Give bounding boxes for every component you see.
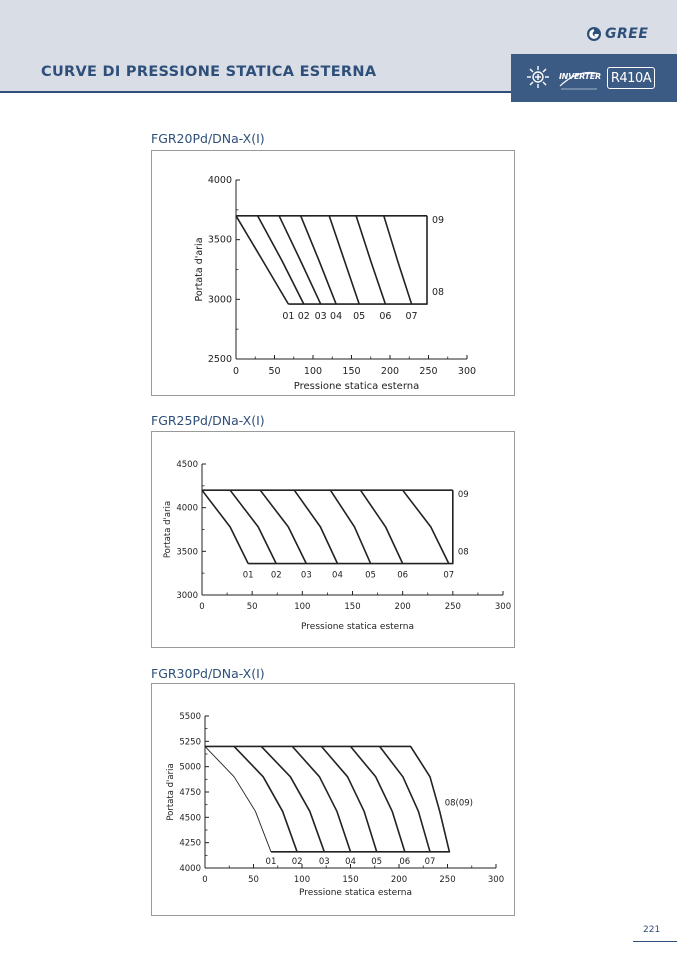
series-01-curve — [205, 746, 271, 851]
speed-label-02: 02 — [297, 311, 310, 323]
x-axis-title: Pressione statica esterna — [293, 381, 420, 392]
chart-2-frame — [151, 431, 515, 648]
limit-label-09: 09 — [431, 214, 445, 226]
y-tick-label: 4250 — [179, 838, 201, 849]
speed-label-06: 06 — [399, 856, 411, 867]
x-tick-label: 50 — [268, 366, 281, 377]
speed-label-02: 02 — [270, 570, 282, 581]
speed-label-04: 04 — [345, 856, 356, 867]
x-tick-label: 250 — [419, 366, 438, 377]
speed-label-06: 06 — [379, 311, 392, 323]
inverter-badge — [557, 66, 602, 92]
x-tick-label: 150 — [342, 875, 359, 885]
series-05-curve — [321, 746, 376, 851]
y-tick-label: 3500 — [207, 234, 232, 246]
series-01-curve — [236, 216, 288, 304]
page-title: CURVE DI PRESSIONE STATICA ESTERNA — [41, 64, 377, 80]
series-06-curve — [361, 490, 403, 563]
speed-label-03: 03 — [300, 570, 312, 581]
speed-label-03: 03 — [314, 311, 327, 323]
speed-label-02: 02 — [291, 856, 303, 867]
series-02-curve — [234, 746, 297, 851]
limit-line-08 — [248, 490, 453, 563]
series-07-curve — [403, 490, 449, 563]
series-04-curve — [292, 746, 350, 851]
chart-3-title: FGR30Pd/DNa-X(I) — [151, 666, 265, 681]
speed-label-07: 07 — [405, 311, 418, 323]
y-tick-label: 5500 — [179, 712, 201, 722]
speed-label-07: 07 — [443, 570, 455, 581]
y-tick-label: 3500 — [176, 547, 198, 558]
chart-2-title: FGR25Pd/DNa-X(I) — [151, 413, 265, 428]
y-tick-label: 4750 — [179, 788, 201, 798]
x-tick-label: 250 — [439, 875, 456, 885]
x-axis-title: Pressione statica esterna — [301, 622, 414, 632]
gree-logo — [586, 24, 648, 44]
series-05-curve — [330, 490, 370, 563]
speed-label-06: 06 — [397, 570, 409, 581]
x-tick-label: 150 — [342, 366, 361, 377]
y-tick-label: 4500 — [176, 460, 198, 470]
x-tick-label: 100 — [293, 875, 311, 885]
speed-label-05: 05 — [365, 570, 376, 581]
page-number-rule — [633, 941, 677, 942]
brand-name: GREE — [605, 26, 649, 42]
series-03-curve — [261, 746, 324, 851]
y-tick-label: 2500 — [207, 354, 232, 365]
chart-1-title: FGR20Pd/DNa-X(I) — [151, 131, 265, 146]
x-tick-label: 150 — [344, 602, 361, 612]
x-tick-label: 100 — [303, 366, 323, 377]
speed-label-01: 01 — [242, 570, 254, 581]
speed-label-04: 04 — [332, 570, 343, 581]
y-tick-label: 5250 — [179, 737, 201, 748]
limit-line-08 — [288, 216, 427, 304]
chart-3-frame — [151, 683, 515, 916]
x-tick-label: 300 — [487, 875, 505, 885]
limit-label-08: 08 — [431, 287, 445, 299]
speed-label-05: 05 — [353, 311, 366, 323]
limit-label-09: 09 — [457, 490, 469, 501]
x-tick-label: 200 — [394, 602, 411, 612]
gree-swirl-icon — [586, 26, 602, 42]
y-tick-label: 4000 — [207, 175, 232, 186]
x-tick-label: 200 — [390, 875, 408, 885]
x-tick-label: 250 — [444, 602, 461, 612]
chart-1 — [152, 151, 514, 395]
y-axis-title: Portata d'aria — [166, 763, 176, 821]
r410a-badge — [607, 67, 655, 89]
x-tick-label: 50 — [246, 602, 258, 612]
y-tick-label: 4500 — [179, 813, 201, 824]
feature-badges — [511, 54, 677, 102]
y-tick-label: 4000 — [176, 503, 198, 514]
x-tick-label: 300 — [457, 366, 477, 377]
y-axis-title: Portata d'aria — [194, 237, 205, 302]
series-03-curve — [279, 216, 321, 304]
speed-label-04: 04 — [330, 311, 343, 323]
series-04-curve — [301, 216, 336, 304]
r410a-label: R410A — [610, 70, 652, 86]
speed-label-07: 07 — [424, 856, 436, 867]
y-axis-title: Portata d'aria — [163, 500, 173, 559]
page-number: 221 — [643, 925, 661, 935]
limit-label-08: 08 — [457, 547, 469, 558]
speed-label-03: 03 — [318, 856, 330, 867]
chart-3 — [152, 684, 514, 915]
series-07-curve — [384, 216, 412, 304]
y-tick-label: 5000 — [179, 762, 201, 773]
chart-1-frame — [151, 150, 515, 396]
series-01-curve — [202, 490, 248, 563]
chart-2 — [152, 432, 514, 647]
x-tick-label: 100 — [294, 602, 311, 612]
x-tick-label: 0 — [199, 602, 205, 612]
speed-label-05: 05 — [371, 856, 383, 867]
y-tick-label: 4000 — [179, 864, 201, 874]
x-tick-label: 200 — [380, 366, 400, 377]
inverter-label: INVERTER — [559, 72, 601, 81]
heat-cool-icon — [525, 64, 553, 92]
series-06-curve — [356, 216, 385, 304]
limit-label-08(09): 08(09) — [444, 798, 474, 809]
x-tick-label: 300 — [494, 602, 512, 612]
y-tick-label: 3000 — [176, 591, 198, 601]
x-tick-label: 50 — [248, 875, 259, 885]
x-tick-label: 0 — [202, 875, 208, 885]
series-05-curve — [329, 216, 359, 304]
speed-label-01: 01 — [282, 311, 295, 323]
x-axis-title: Pressione statica esterna — [299, 888, 412, 898]
series-03-curve — [260, 490, 306, 563]
x-tick-label: 0 — [232, 366, 240, 377]
y-tick-label: 3000 — [207, 294, 232, 306]
header-rule — [0, 91, 511, 93]
speed-label-01: 01 — [265, 856, 277, 867]
